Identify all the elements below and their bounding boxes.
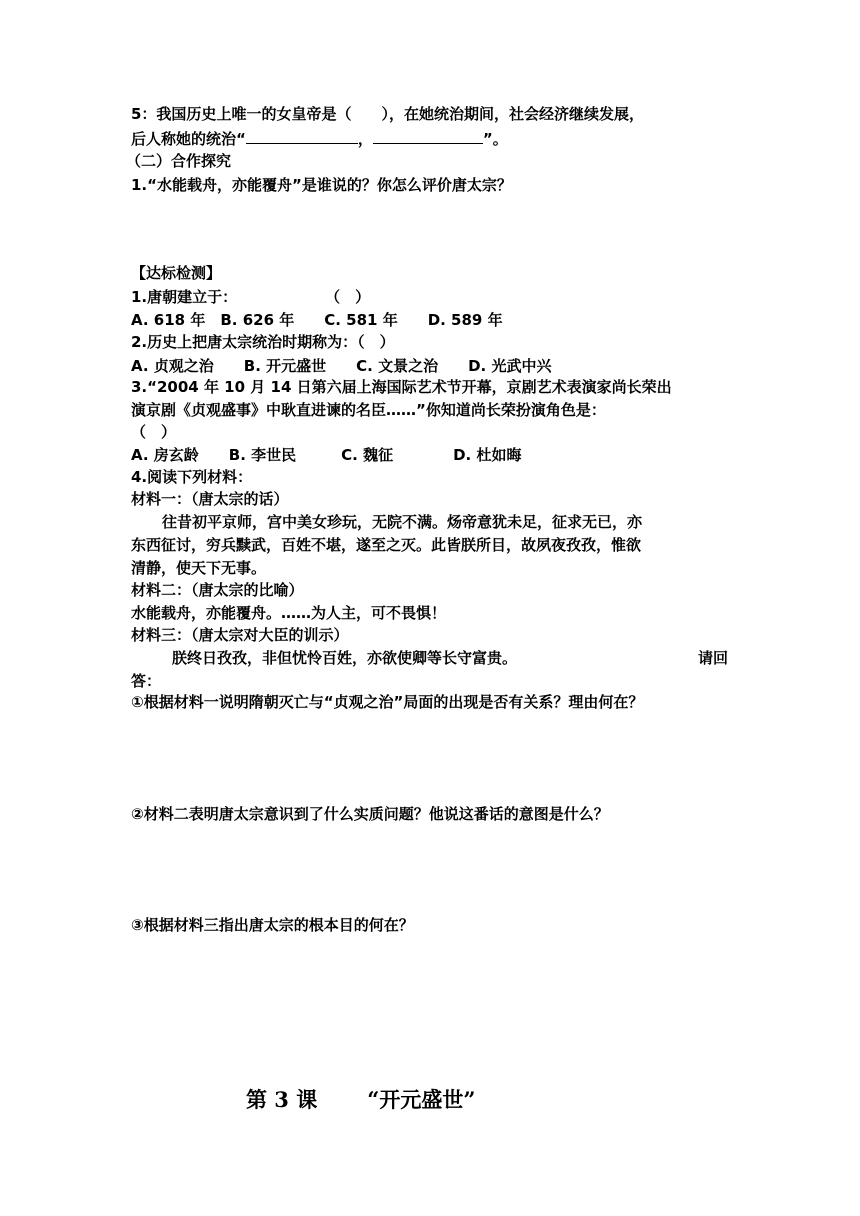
sub-question-1: ①根据材料一说明隋朝灭亡与“贞观之治”局面的出现是否有关系？理由何在？ <box>131 693 644 711</box>
section-heading-cooperative: （二）合作探究 <box>126 152 232 170</box>
material-2-line-1: 水能载舟，亦能覆舟。……为人主，可不畏惧！ <box>131 604 447 622</box>
check-question-1 <box>131 287 370 307</box>
question-5-separator: ， <box>357 130 373 148</box>
check-question-3-line-2: 演京剧《贞观盛事》中耿直进谏的名臣……”你知道尚长荣扮演角色是： <box>131 401 606 419</box>
check-question-2: 2.历史上把唐太宗统治时期称为：（ ） <box>131 333 395 351</box>
material-1-label: 材料一：（唐太宗的话） <box>131 490 289 508</box>
check-heading: 【达标检测】 <box>131 264 222 282</box>
material-1-line-2: 东西征讨，穷兵黩武，百姓不堪，遂至之灭。此皆朕所目，故夙夜孜孜，惟欲 <box>131 536 642 554</box>
material-3-tail: 请回 <box>698 649 729 667</box>
check-question-3-line-3: （ ） <box>131 423 177 441</box>
question-5-suffix: ”。 <box>482 130 508 148</box>
check-question-3-line-1: 3.“2004 年 10 月 14 日第六届上海国际艺术节开幕，京剧艺术表演家尚长荣出 <box>131 378 672 396</box>
lesson-title <box>246 1084 475 1114</box>
check-question-4: 4.阅读下列材料： <box>131 468 253 486</box>
check-question-1-paren: （ ） <box>325 288 371 306</box>
lesson-number: 第 3 课 <box>246 1087 318 1112</box>
check-question-2-options: A. 贞观之治 B. 开元盛世 C. 文景之治 D. 光武中兴 <box>131 357 552 375</box>
material-1-line-1: 往昔初平京师，宫中美女珍玩，无院不满。炀帝意犹未足，征求无已，亦 <box>162 513 643 531</box>
check-question-3-options: A. 房玄龄 B. 李世民 C. 魏征 D. 杜如晦 <box>131 446 522 464</box>
material-3-label: 材料三：（唐太宗对大臣的训示） <box>131 626 349 644</box>
check-question-1-options: A. 618 年 B. 626 年 C. 581 年 D. 589 年 <box>131 311 503 329</box>
material-3-line-1: 朕终日孜孜，非但忧怜百姓，亦欲使卿等长守富贵。 <box>172 649 518 667</box>
sub-question-3: ③根据材料三指出唐太宗的根本目的何在？ <box>131 916 414 934</box>
answer-blank-1[interactable] <box>246 129 358 144</box>
lesson-name: “开元盛世” <box>367 1087 476 1112</box>
material-3-line-2: 答： <box>131 672 162 690</box>
sub-question-2: ②材料二表明唐太宗意识到了什么实质问题？他说这番话的意图是什么？ <box>131 805 609 823</box>
question-5-prefix: 后人称她的统治“ <box>131 130 246 148</box>
question-5-line-2 <box>131 129 508 149</box>
material-2-label: 材料二：（唐太宗的比喻） <box>131 581 304 599</box>
material-1-line-3: 清静，使天下无事。 <box>131 559 267 577</box>
question-5-line-1: 5：我国历史上唯一的女皇帝是（ ），在她统治期间，社会经济继续发展， <box>131 105 644 123</box>
explore-question-1: 1.“水能载舟，亦能覆舟”是谁说的？你怎么评价唐太宗？ <box>131 176 512 194</box>
check-question-1-stem: 1.唐朝建立于： <box>131 288 238 306</box>
answer-blank-2[interactable] <box>373 129 483 144</box>
